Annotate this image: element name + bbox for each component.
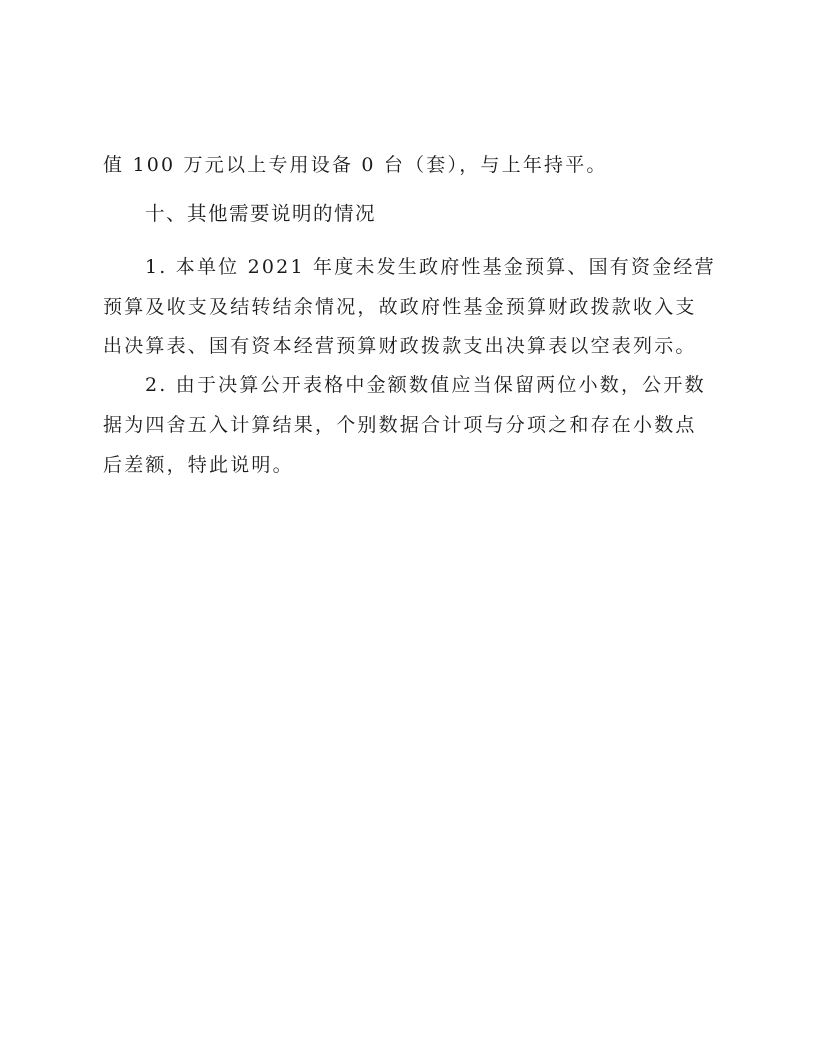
paragraph-2-line-2: 据为四舍五入计算结果，个别数据合计项与分项之和存在小数点 xyxy=(103,414,697,436)
continuation-line: 值 100 万元以上专用设备 0 台（套），与上年持平。 xyxy=(103,154,608,176)
paragraph-2-line-3: 后差额，特此说明。 xyxy=(103,454,294,476)
paragraph-1-line-1: 1. 本单位 2021 年度未发生政府性基金预算、国有资金经营 xyxy=(145,256,716,278)
paragraph-1-line-2: 预算及收支及结转结余情况，故政府性基金预算财政拨款收入支 xyxy=(103,296,697,318)
paragraph-1-line-3: 出决算表、国有资本经营预算财政拨款支出决算表以空表列示。 xyxy=(103,335,697,357)
section-heading: 十、其他需要说明的情况 xyxy=(145,202,377,225)
paragraph-2-line-1: 2. 由于决算公开表格中金额数值应当保留两位小数，公开数 xyxy=(145,374,706,396)
